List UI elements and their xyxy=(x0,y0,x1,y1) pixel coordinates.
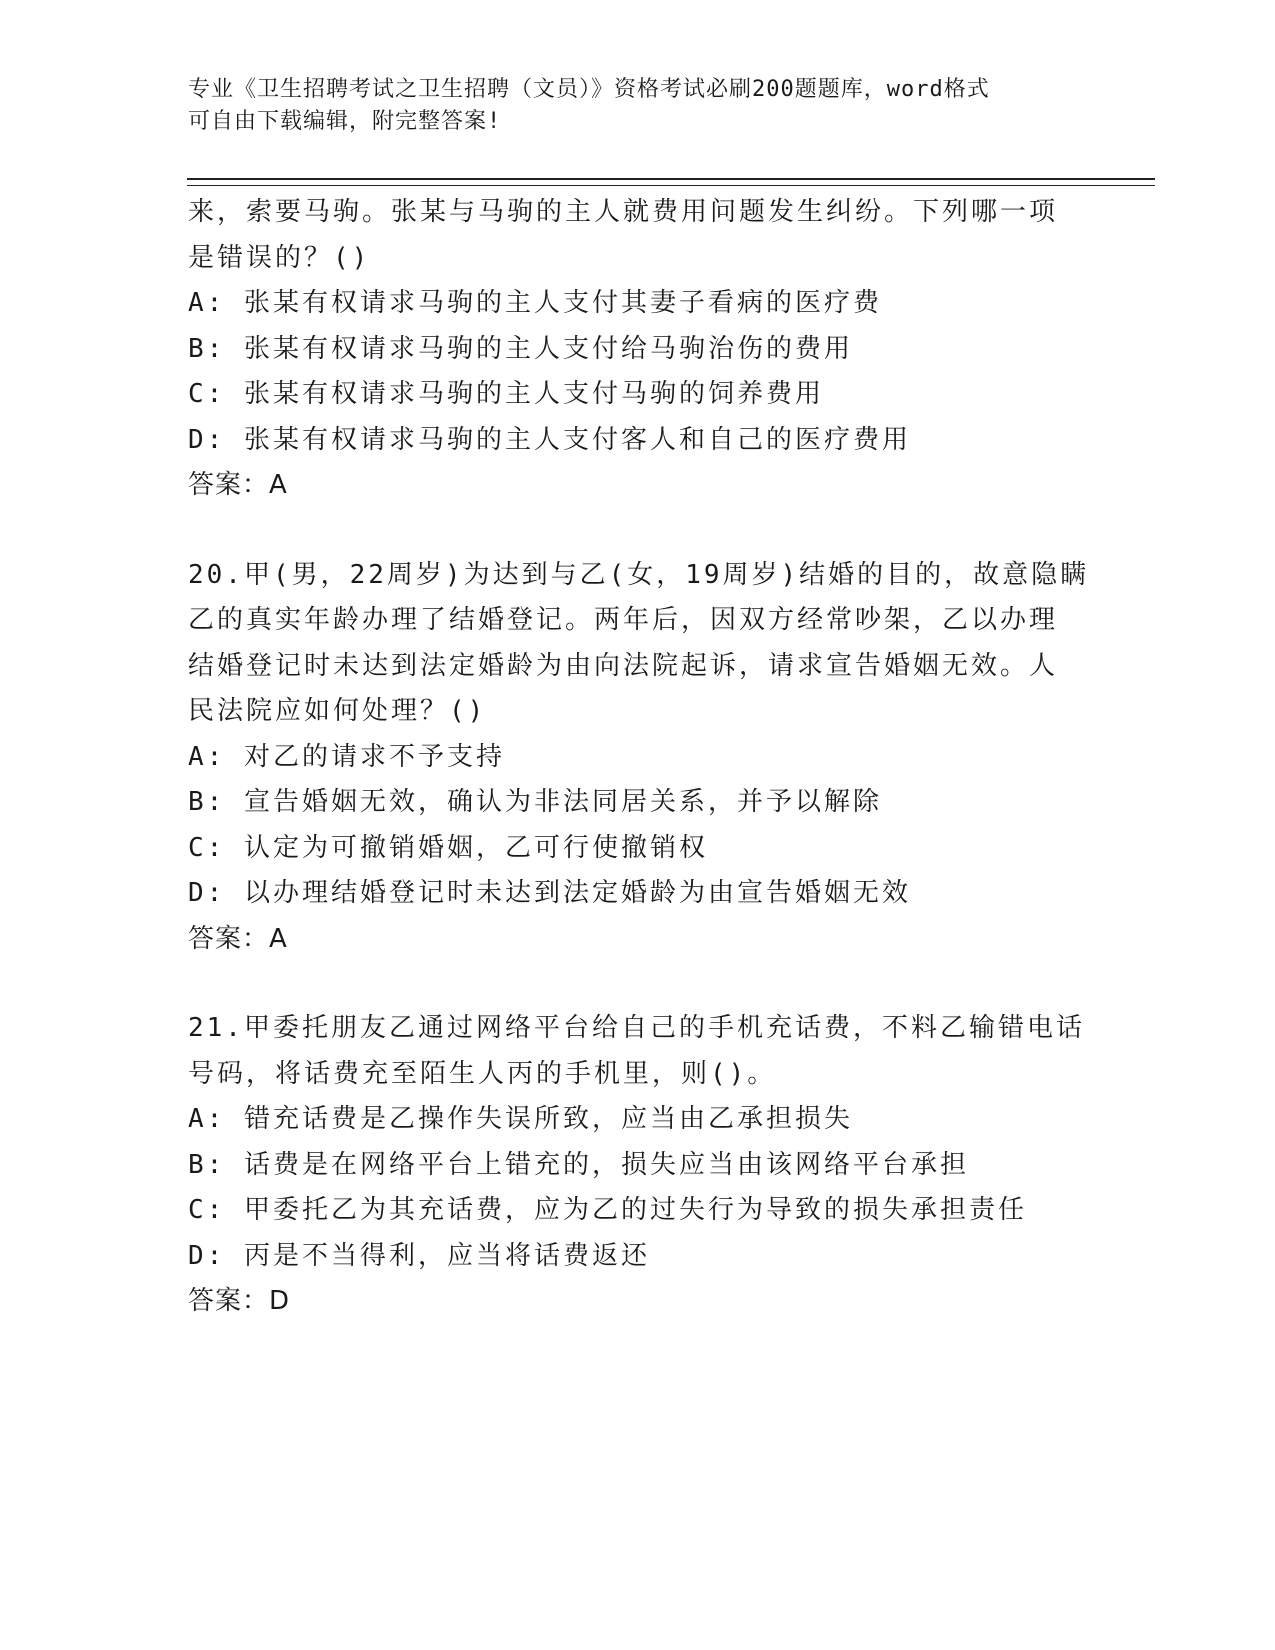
question-stem: 是错误的？() xyxy=(188,242,371,273)
question-21 xyxy=(188,1006,1088,1325)
question-stem: 号码，将话费充至陌生人丙的手机里，则()。 xyxy=(188,1058,777,1089)
document-body xyxy=(188,190,1088,1325)
header-title-line-1: 专业《卫生招聘考试之卫生招聘（文员）》资格考试必刷200题题库，word格式 xyxy=(188,77,990,102)
question-gap xyxy=(188,509,1088,553)
document-header xyxy=(188,74,1068,138)
option-a: A: 张某有权请求马驹的主人支付其妻子看病的医疗费 xyxy=(188,288,882,318)
header-divider xyxy=(187,178,1155,186)
option-b: B: 张某有权请求马驹的主人支付给马驹治伤的费用 xyxy=(188,333,853,364)
question-19 xyxy=(188,190,1088,509)
question-stem: 21.甲委托朋友乙通过网络平台给自己的手机充话费，不料乙输错电话 xyxy=(188,1013,1085,1043)
header-title-line-2: 可自由下载编辑，附完整答案! xyxy=(188,109,502,134)
option-c: C: 张某有权请求马驹的主人支付马驹的饲养费用 xyxy=(188,379,824,409)
option-c: C: 认定为可撤销婚姻，乙可行使撤销权 xyxy=(188,832,708,863)
question-20 xyxy=(188,553,1088,963)
option-d: D: 以办理结婚登记时未达到法定婚龄为由宣告婚姻无效 xyxy=(188,878,911,908)
answer: 答案：A xyxy=(188,923,288,954)
option-b: B: 宣告婚姻无效，确认为非法同居关系，并予以解除 xyxy=(188,787,882,817)
option-d: D: 张某有权请求马驹的主人支付客人和自己的医疗费用 xyxy=(188,424,911,455)
option-b: B: 话费是在网络平台上错充的，损失应当由该网络平台承担 xyxy=(188,1149,969,1180)
question-stem: 来，索要马驹。张某与马驹的主人就费用问题发生纠纷。下列哪一项 xyxy=(188,197,1059,227)
answer: 答案：D xyxy=(188,1286,291,1316)
option-a: A: 错充话费是乙操作失误所致，应当由乙承担损失 xyxy=(188,1104,853,1134)
option-d: D: 丙是不当得利，应当将话费返还 xyxy=(188,1240,650,1271)
answer: 答案：A xyxy=(188,470,288,500)
question-stem: 民法院应如何处理？() xyxy=(188,696,487,726)
question-stem: 乙的真实年龄办理了结婚登记。两年后，因双方经常吵架，乙以办理 xyxy=(188,605,1059,635)
question-stem: 20.甲(男，22周岁)为达到与乙(女，19周岁)结婚的目的，故意隐瞒 xyxy=(188,559,1090,590)
question-gap xyxy=(188,962,1088,1006)
option-c: C: 甲委托乙为其充话费，应为乙的过失行为导致的损失承担责任 xyxy=(188,1195,1027,1225)
option-a: A: 对乙的请求不予支持 xyxy=(188,741,505,772)
question-stem: 结婚登记时未达到法定婚龄为由向法院起诉，请求宣告婚姻无效。人 xyxy=(188,650,1059,681)
